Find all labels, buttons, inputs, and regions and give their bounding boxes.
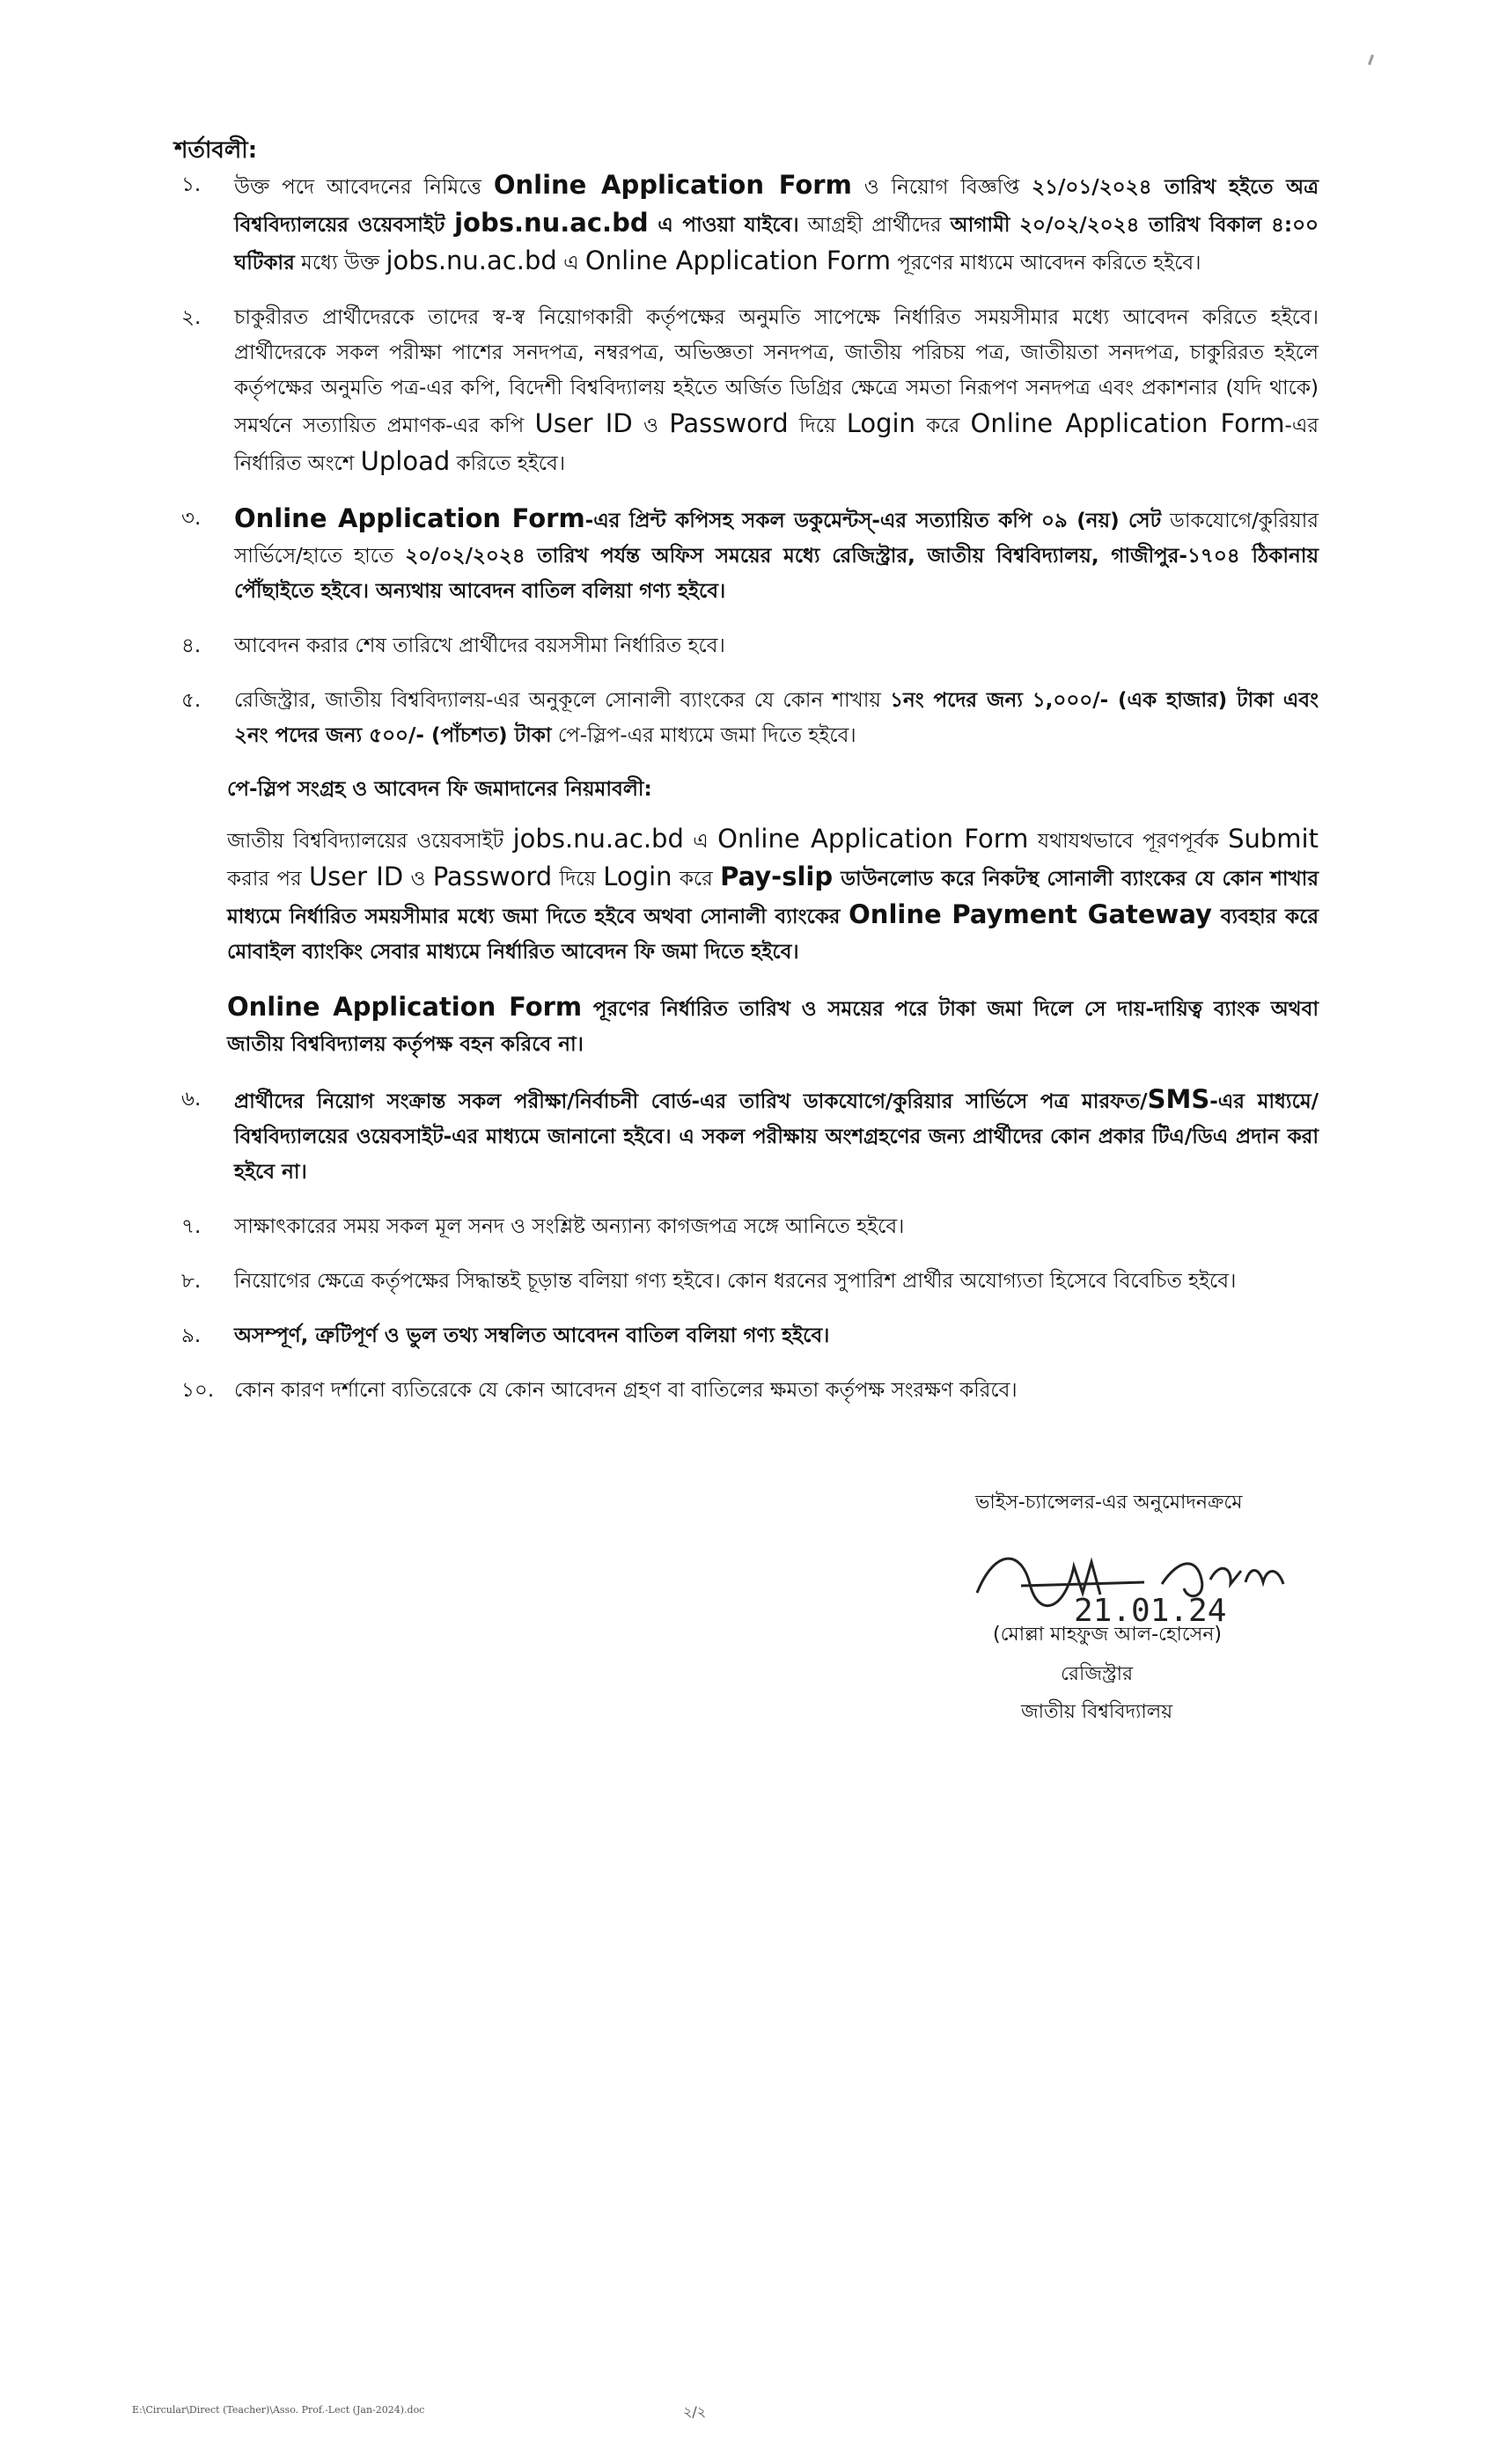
text-run: Online Application Form xyxy=(234,503,585,533)
condition-text xyxy=(234,1209,1319,1244)
text-run: Online Application Form xyxy=(970,408,1285,438)
text-run: SMS xyxy=(1147,1084,1210,1114)
condition-item xyxy=(174,167,1319,281)
condition-text xyxy=(234,167,1319,281)
payslip-paragraph-2 xyxy=(227,989,1319,1062)
text-run: Password xyxy=(669,408,789,438)
text-run: অসম্পূর্ণ, ত্রুটিপূর্ণ ও ভুল তথ্য সম্বলিত আবেদন বাতিল বলিয়া গণ্য হইবে। xyxy=(234,1324,830,1347)
text-run: ও xyxy=(403,868,433,891)
text-run: চাকুরীরত প্রার্থীদেরকে তাদের স্ব-স্ব নিয়োগকারী কর্তৃপক্ষের অনুমতি সাপেক্ষে নির্ধারিত সময়সীমার মধ্যে আবেদন করিতে হইবে। প্রার্থীদেরকে সকল পরীক্ষা পাশের সনদপত্র, নম্বরপত্র, অভিজ্ঞতা সনদপত্র, জাতীয় পরিচয় পত্র, জাতীয়তা সনদপত্র, চাকুরিরত হইলে কর্তৃপক্ষের অনুমতি পত্র-এর কপি, বিদেশী বিশ্ববিদ্যালয় হইতে অর্জিত ডিগ্রির ক্ষেত্রে সমতা নিরূপণ সনদপত্র এবং প্রকাশনার (যদি থাকে) সমর্থনে সত্যায়িত প্রমাণক-এর কপি xyxy=(234,306,1319,437)
text-run: Online Payment Gateway xyxy=(849,899,1212,929)
text-run: ২০/০২/২০২৪ তারিখ পর্যন্ত অফিস সময়ের মধ্যে রেজিস্ট্রার, জাতীয় বিশ্ববিদ্যালয়, গাজীপুর-১৭০৪ ঠিকানায় পৌঁছাইতে হইবে। অন্যথায় আবেদন বাতিল বলিয়া গণ্য হইবে। xyxy=(234,545,1319,603)
condition-item xyxy=(174,1318,1319,1353)
signatory-organization: জাতীয় বিশ্ববিদ্যালয় xyxy=(1021,1701,1173,1723)
condition-number: ৬. xyxy=(181,1088,202,1111)
condition-number: ৮. xyxy=(181,1270,202,1293)
text-run: করিতে হইবে। xyxy=(450,452,566,475)
condition-item xyxy=(174,683,1319,753)
text-run: পূরণের মাধ্যমে আবেদন করিতে হইবে। xyxy=(890,252,1201,275)
handwritten-signature xyxy=(968,1531,1338,1628)
text-run: -এর মাধ্যমে/বিশ্ববিদ্যালয়ের ওয়েবসাইট-এর মাধ্যমে জানানো হইবে। এ সকল পরীক্ষায় অংশগ্রহণের জন্য প্রার্থীদের কোন প্রকার টিএ/ডিএ প্রদান করা হইবে না। xyxy=(234,1090,1319,1184)
text-run: Login xyxy=(846,408,915,438)
text-run: Login xyxy=(603,862,672,891)
conditions-list xyxy=(174,167,1319,1427)
text-run: ব্যবহার করে মোবাইল ব্যাংকিং সেবার মাধ্যমে নির্ধারিত আবেদন ফি জমা দিতে হইবে। xyxy=(227,906,1319,964)
text-run: jobs.nu.ac.bd xyxy=(386,246,557,275)
condition-text xyxy=(234,1264,1319,1299)
text-run: রেজিস্ট্রার, জাতীয় বিশ্ববিদ্যালয়-এর অনুকূলে সোনালী ব্যাংকের যে কোন শাখায় xyxy=(234,689,891,712)
condition-text xyxy=(234,628,1319,664)
conditions-heading: শর্তাবলী: xyxy=(174,137,258,164)
text-run: ও xyxy=(632,414,670,437)
text-run: জাতীয় বিশ্ববিদ্যালয়ের ওয়েবসাইট xyxy=(227,830,513,853)
approval-text: ভাইস-চ্যান্সেলর-এর অনুমোদনক্রমে xyxy=(975,1492,1243,1514)
text-run: ২১/০১/২০২৪ তারিখ হইতে অত্র বিশ্ববিদ্যালয়ের ওয়েবসাইট xyxy=(234,176,1319,237)
condition-number: ৫. xyxy=(181,689,202,712)
footer-page-number: ২/২ xyxy=(683,2403,707,2420)
condition-text xyxy=(234,1318,1319,1353)
payslip-heading: পে-স্লিপ সংগ্রহ ও আবেদন ফি জমাদানের নিয়মাবলী: xyxy=(227,778,652,801)
signatory-title: রেজিস্ট্রার xyxy=(1061,1663,1134,1685)
text-run: Password xyxy=(432,862,553,891)
text-run: Pay-slip xyxy=(720,862,834,891)
text-run: প্রার্থীদের নিয়োগ সংক্রান্ত সকল পরীক্ষা/নির্বাচনী বোর্ড-এর তারিখ ডাকযোগে/কুরিয়ার সার্ভিসে পত্র মারফত/ xyxy=(234,1090,1148,1113)
text-run: ডাকযোগে/কুরিয়ার সার্ভিসে/হাতে হাতে xyxy=(234,510,1319,568)
text-run: Online Application Form xyxy=(584,246,891,275)
condition-item xyxy=(174,300,1319,481)
text-run: ডাউনলোড করে নিকটস্থ সোনালী ব্যাংকের যে কোন শাখার মাধ্যমে নির্ধারিত সময়সীমার মধ্যে জমা দিতে হইবে অথবা সোনালী ব্যাংকের xyxy=(227,868,1319,928)
condition-item xyxy=(174,1209,1319,1244)
text-run: পে-স্লিপ-এর মাধ্যমে জমা দিতে হইবে। xyxy=(551,724,856,747)
handwritten-date: 21.01.24 xyxy=(1074,1593,1227,1628)
condition-text xyxy=(234,683,1319,753)
condition-number: ১০. xyxy=(181,1379,215,1402)
text-run: Submit xyxy=(1228,824,1319,854)
conditions-part-1 xyxy=(174,167,1319,753)
condition-text xyxy=(234,1082,1319,1190)
text-run: Online Application Form xyxy=(493,170,852,200)
text-run: -এর প্রিন্ট কপিসহ সকল ডকুমেন্টস্-এর সত্যায়িত কপি ০৯ (নয়) সেট xyxy=(584,510,1162,532)
payslip-paragraph-1 xyxy=(227,821,1319,970)
text-run: Upload xyxy=(360,446,451,476)
condition-item xyxy=(174,1082,1319,1190)
condition-text xyxy=(234,501,1319,609)
text-run: করে xyxy=(915,414,971,437)
text-run: এ xyxy=(683,830,718,853)
text-run: করার পর xyxy=(227,868,309,891)
text-run: jobs.nu.ac.bd xyxy=(512,824,684,854)
text-run: এ পাওয়া যাইবে। xyxy=(648,214,799,237)
text-run: নিয়োগের ক্ষেত্রে কর্তৃপক্ষের সিদ্ধান্তই চূড়ান্ত বলিয়া গণ্য হইবে। কোন ধরনের সুপারিশ প্রার্থীর অযোগ্যতা হিসেবে বিবেচিত হইবে। xyxy=(234,1270,1237,1293)
condition-number: ৩. xyxy=(181,507,202,530)
condition-number: ৯. xyxy=(181,1324,202,1347)
text-run: এ xyxy=(556,252,585,275)
text-run: User ID xyxy=(534,408,633,438)
text-run: যথাযথভাবে পূরণপূর্বক xyxy=(1028,830,1229,853)
condition-item xyxy=(174,628,1319,664)
text-run: -এর নির্ধারিত অংশে xyxy=(234,414,1319,475)
scan-mark xyxy=(1368,55,1374,65)
text-run: উক্ত পদে আবেদনের নিমিত্তে xyxy=(234,176,494,199)
text-run: আগামী ২০/০২/২০২৪ তারিখ বিকাল ৪:০০ ঘটিকার xyxy=(234,214,1319,275)
condition-number: ১. xyxy=(181,173,202,196)
text-run: User ID xyxy=(308,862,404,891)
text-run: দিয়ে xyxy=(552,868,604,891)
condition-number: ২. xyxy=(181,306,202,329)
condition-item xyxy=(174,501,1319,609)
text-run: কোন কারণ দর্শানো ব্যতিরেকে যে কোন আবেদন গ্রহণ বা বাতিলের ক্ষমতা কর্তৃপক্ষ সংরক্ষণ করিবে। xyxy=(234,1379,1018,1402)
signatory-name: (মোল্লা মাহফুজ আল-হোসেন) xyxy=(993,1624,1222,1646)
condition-text xyxy=(234,1373,1319,1408)
text-run: পূরণের নির্ধারিত তারিখ ও সময়ের পরে টাকা জমা দিলে সে দায়-দায়িত্ব ব্যাংক অথবা জাতীয় বিশ্ববিদ্যালয় কর্তৃপক্ষ বহন করিবে না। xyxy=(227,998,1319,1056)
text-run: মধ্যে উক্ত xyxy=(294,252,386,275)
text-run: Online Application Form xyxy=(227,992,583,1022)
condition-number: ৭. xyxy=(181,1215,202,1238)
condition-text xyxy=(234,300,1319,481)
text-run: আগ্রহী প্রার্থীদের xyxy=(798,214,951,237)
text-run: দিয়ে xyxy=(788,414,847,437)
text-run: Online Application Form xyxy=(717,824,1029,854)
text-run: আবেদন করার শেষ তারিখে প্রার্থীদের বয়সসীমা নির্ধারিত হবে। xyxy=(234,634,725,657)
text-run: jobs.nu.ac.bd xyxy=(454,208,649,238)
condition-item xyxy=(174,1264,1319,1299)
text-run: করে xyxy=(672,868,721,891)
text-run: সাক্ষাৎকারের সময় সকল মূল সনদ ও সংশ্লিষ্ট অন্যান্য কাগজপত্র সঙ্গে আনিতে হইবে। xyxy=(234,1215,905,1238)
text-run: ও নিয়োগ বিজ্ঞপ্তি xyxy=(851,176,1032,199)
text-run: ১নং পদের জন্য ১,০০০/- (এক হাজার) টাকা এবং ২নং পদের জন্য ৫০০/- (পাঁচশত) টাকা xyxy=(234,689,1319,747)
conditions-part-2 xyxy=(174,1082,1319,1408)
condition-item xyxy=(174,1373,1319,1408)
footer-file-path: E:\Circular\Direct (Teacher)\Asso. Prof.-Lect (Jan-2024).doc xyxy=(132,2404,425,2416)
condition-number: ৪. xyxy=(181,634,202,657)
